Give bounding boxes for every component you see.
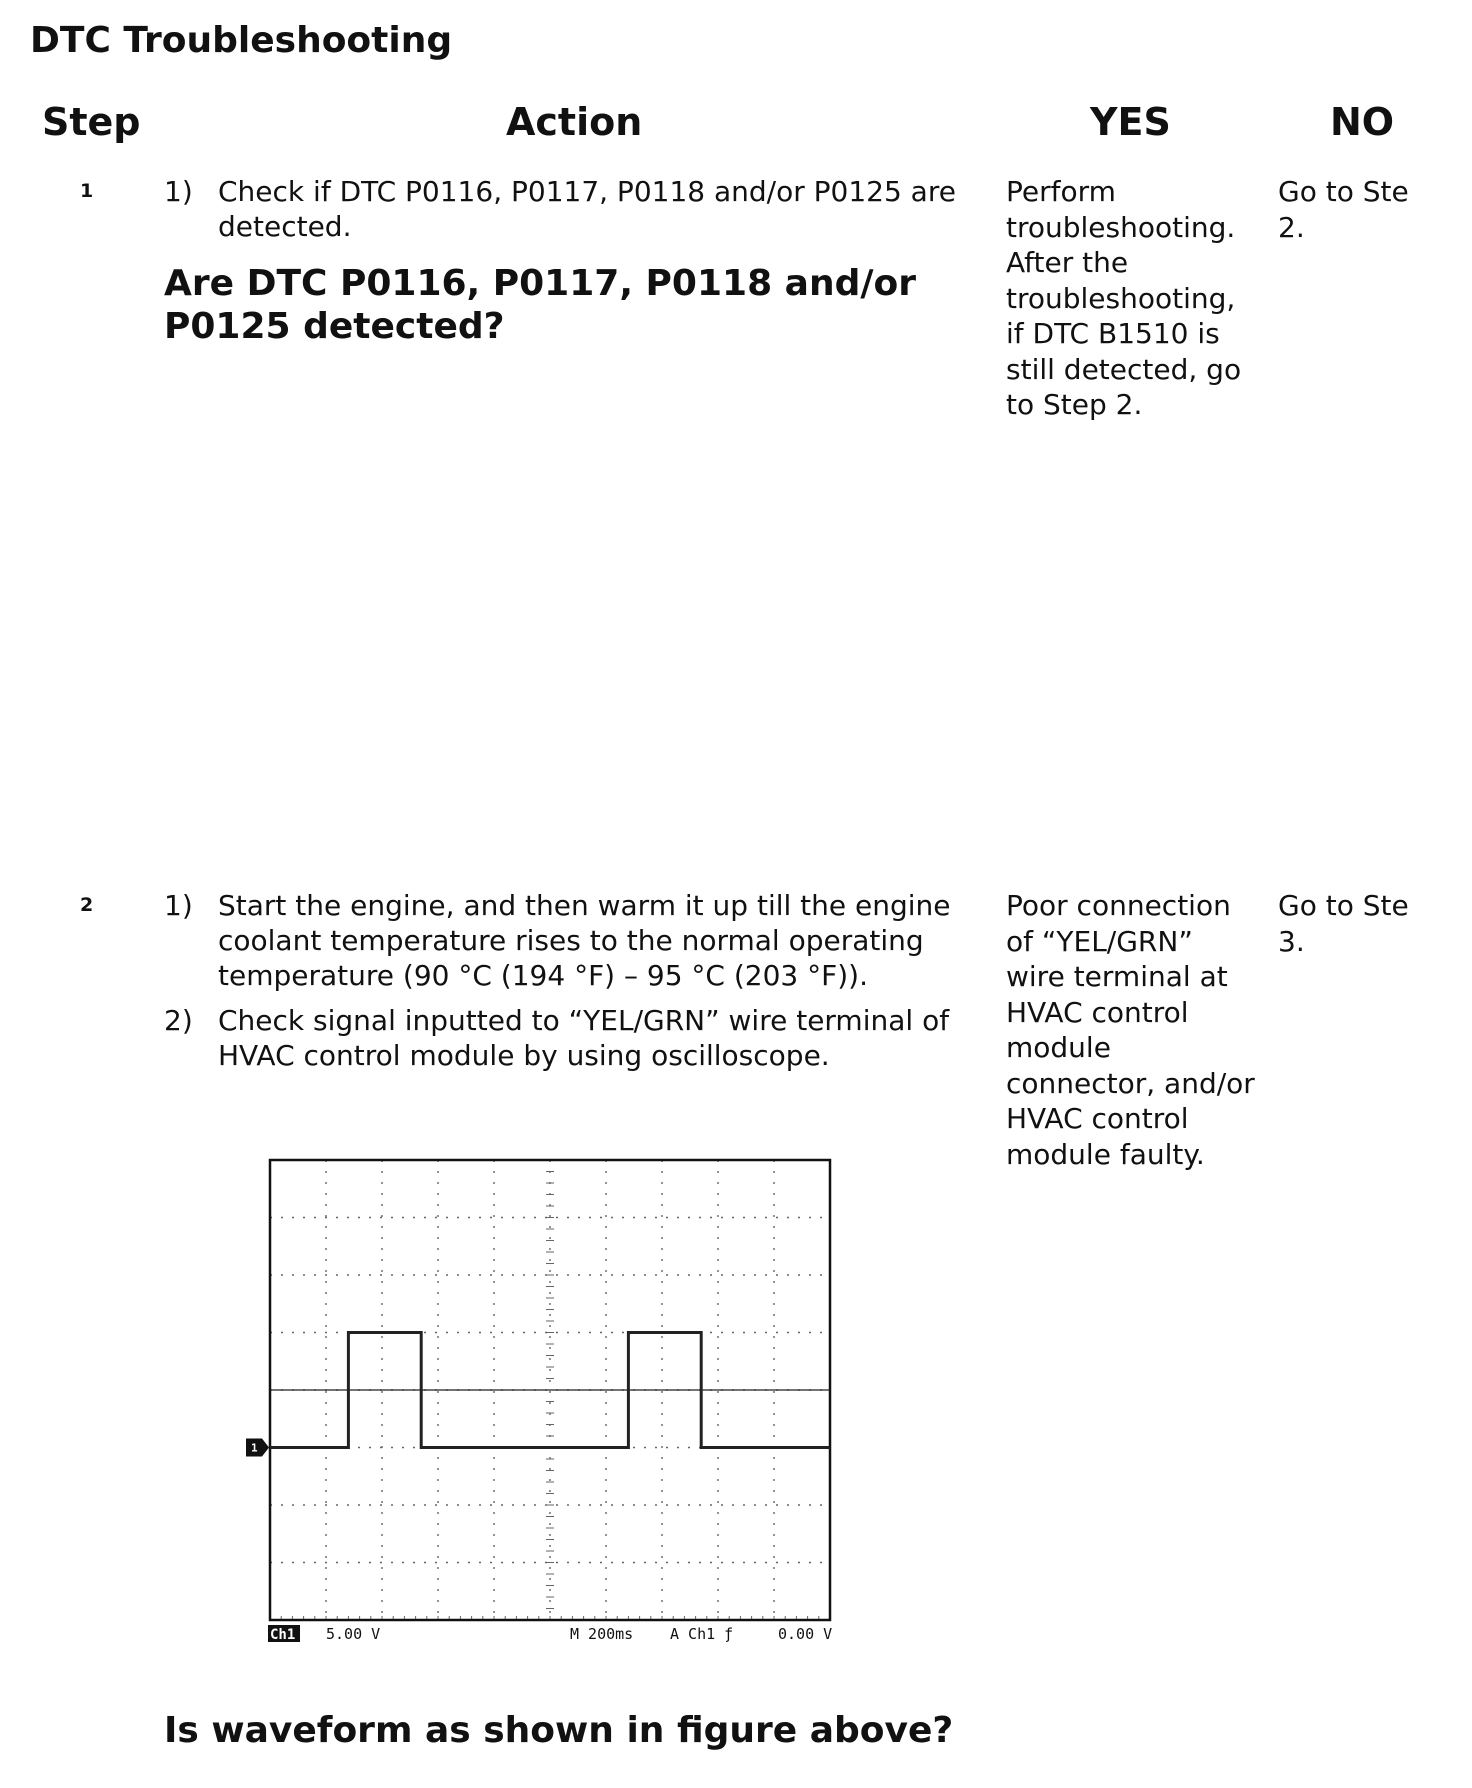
list-item (164, 888, 964, 993)
list-item (164, 174, 964, 244)
trigger-level-readout: 0.00 V (778, 1625, 833, 1643)
list-item-text: Check if DTC P0116, P0117, P0118 and/or P0125 are detected. (218, 175, 956, 243)
step-2-no: Go to Ste 3. (1278, 889, 1409, 958)
list-item-text: Check signal inputted to “YEL/GRN” wire terminal of HVAC control module by using oscilloscope. (218, 1004, 950, 1072)
timebase-readout: M 200ms (570, 1625, 634, 1643)
step-1-no: Go to Ste 2. (1278, 175, 1409, 244)
step-1-action (164, 174, 964, 348)
step-2-action (164, 888, 964, 1083)
trigger-readout: A Ch1 ƒ (670, 1625, 734, 1643)
step-1-question: Are DTC P0116, P0117, P0118 and/or P0125 detected? (164, 263, 916, 347)
channel-label: Ch1 (270, 1627, 296, 1643)
column-header-yes: YES (1090, 100, 1171, 144)
step-number-2: 2 (80, 894, 94, 916)
oscilloscope-waveform-figure (240, 1148, 860, 1658)
step-1-yes: Perform troubleshooting. After the troubleshooting, if DTC B1510 is still detected, go to Step 2. (1006, 175, 1242, 421)
list-item-text: Start the engine, and then warm it up till the engine coolant temperature rises to the normal operating temperature (90 °C (194 °F) – 95 °C (203 °F)). (218, 889, 951, 992)
column-header-action: Action (506, 100, 643, 144)
step-2-yes: Poor connection of “YEL/GRN” wire terminal at HVAC control module connector, and/or HVAC control module faulty. (1006, 889, 1255, 1171)
list-item-number: 1) (164, 889, 193, 922)
page-title: DTC Troubleshooting (30, 20, 453, 61)
list-item (164, 1003, 964, 1073)
volts-per-div-readout: 5.00 V (326, 1625, 381, 1643)
step-2-question: Is waveform as shown in figure above? (164, 1710, 954, 1751)
ground-marker-label: 1 (251, 1441, 258, 1455)
list-item-number: 1) (164, 175, 193, 208)
list-item-number: 2) (164, 1004, 193, 1037)
column-header-step: Step (42, 100, 141, 144)
column-header-no: NO (1330, 100, 1395, 144)
step-number-1: 1 (80, 180, 94, 202)
